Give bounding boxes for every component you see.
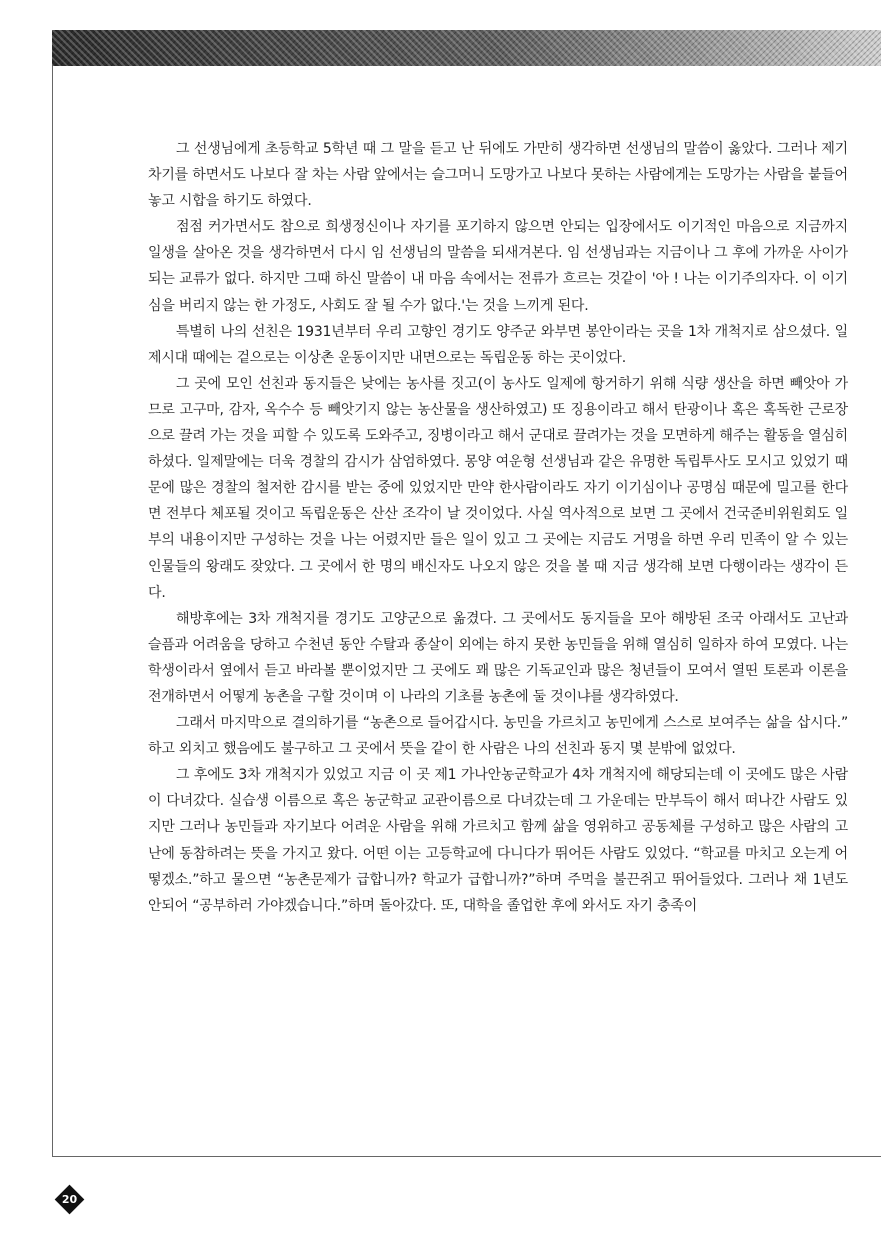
body-text (148, 136, 848, 919)
header-decorative-band (52, 30, 881, 66)
paragraph-7: 그 후에도 3차 개척지가 있었고 지금 이 곳 제1 가나안농군학교가 4차 개척지에 해당되는데 이 곳에도 많은 사람이 다녀갔다. 실습생 이름으로 혹은 농군학교 교관이름으로 다녀갔는데 그 가운데는 만부득이 해서 떠나간 사람도 있지만 그러나 농민들과 자기보다 어려운 사람을 위해 가르치고 함께 삶을 영위하고 공동체를 구성하고 많은 사람의 고난에 동참하려는 뜻을 가지고 왔다. 어떤 이는 고등학교에 다니다가 뛰어든 사람도 있었다. “학교를 마치고 오는게 어떻겠소.”하고 물으면 “농촌문제가 급합니까? 학교가 급합니까?”하며 주먹을 불끈쥐고 뛰어들었다. 그러나 채 1년도 안되어 “공부하러 가야겠습니다.”하며 돌아갔다. 또, 대학을 졸업한 후에 와서도 자기 충족이 (148, 767, 848, 914)
page-frame-left-rule (52, 66, 53, 1156)
paragraph-4: 그 곳에 모인 선친과 동지들은 낮에는 농사를 짓고(이 농사도 일제에 항거하기 위해 식량 생산을 하면 빼앗아 가므로 고구마, 감자, 옥수수 등 빼앗기지 않는 농산물을 생산하였고) 또 징용이라고 해서 탄광이나 혹은 혹독한 근로장으로 끌려 가는 것을 피할 수 있도록 도와주고, 징병이라고 해서 군대로 끌려가는 것을 모면하게 해주는 활동을 열심히 하셨다. 일제말에는 더욱 경찰의 감시가 삼엄하였다. 몽양 여운형 선생님과 같은 유명한 독립투사도 모시고 있었기 때문에 많은 경찰의 철저한 감시를 받는 중에 있었지만 만약 한사람이라도 자기 이기심이나 공명심 때문에 밀고를 한다면 전부다 체포될 것이고 독립운동은 산산 조각이 날 것이었다. 사실 역사적으로 보면 그 곳에서 건국준비위원회도 일부의 내용이지만 구성하는 것을 나는 어렸지만 들은 일이 있고 그 곳에는 지금도 거명을 하면 우리 민족이 알 수 있는 인물들의 왕래도 잦았다. 그 곳에서 한 명의 배신자도 나오지 않은 것을 볼 때 지금 생각해 보면 다행이라는 생각이 든다. (148, 375, 848, 601)
paragraph-3: 특별히 나의 선친은 1931년부터 우리 고향인 경기도 양주군 와부면 봉안이라는 곳을 1차 개척지로 삼으셨다. 일제시대 때에는 겉으로는 이상촌 운동이지만 내면으로는 독립운동 하는 곳이었다. (148, 323, 848, 366)
page-number-badge (53, 1183, 86, 1216)
paragraph-2: 점점 커가면서도 참으로 희생정신이나 자기를 포기하지 않으면 안되는 입장에서도 이기적인 마음으로 지금까지 일생을 살아온 것을 생각하면서 다시 임 선생님의 말씀을 되새겨본다. 임 선생님과는 지금이나 그 후에 가까운 사이가 되는 교류가 없다. 하지만 그때 하신 말씀이 내 마음 속에서는 전류가 흐르는 것같이 '아 ! 나는 이기주의자다. 이 이기심을 버리지 않는 한 가정도, 사회도 잘 될 수가 없다.'는 것을 느끼게 된다. (148, 219, 848, 314)
page-number: 20 (61, 1193, 78, 1206)
page-frame-bottom-rule (52, 1156, 881, 1157)
paragraph-6: 그래서 마지막으로 결의하기를 “농촌으로 들어갑시다. 농민을 가르치고 농민에게 스스로 보여주는 삶을 삽시다.” 하고 외치고 했음에도 불구하고 그 곳에서 뜻을 같이 한 사람은 나의 선친과 동지 몇 분밖에 없었다. (148, 715, 848, 758)
paragraph-1: 그 선생님에게 초등학교 5학년 때 그 말을 듣고 난 뒤에도 가만히 생각하면 선생님의 말씀이 옳았다. 그러나 제기차기를 하면서도 나보다 잘 차는 사람 앞에서는 슬그머니 도망가고 나보다 못하는 사람에게는 도망가는 사람을 붙들어 놓고 시합을 하기도 하였다. (148, 141, 848, 210)
paragraph-5: 해방후에는 3차 개척지를 경기도 고양군으로 옮겼다. 그 곳에서도 동지들을 모아 해방된 조국 아래서도 고난과 슬픔과 어려움을 당하고 수천년 동안 수탈과 종살이 외에는 하지 못한 농민들을 위해 열심히 일하자 하여 모였다. 나는 학생이라서 옆에서 듣고 바라볼 뿐이었지만 그 곳에도 꽤 많은 기독교인과 많은 청년들이 모여서 열띤 토론과 이론을 전개하면서 어떻게 농촌을 구할 것이며 이 나라의 기초를 농촌에 둘 것이냐를 생각하였다. (148, 610, 848, 705)
